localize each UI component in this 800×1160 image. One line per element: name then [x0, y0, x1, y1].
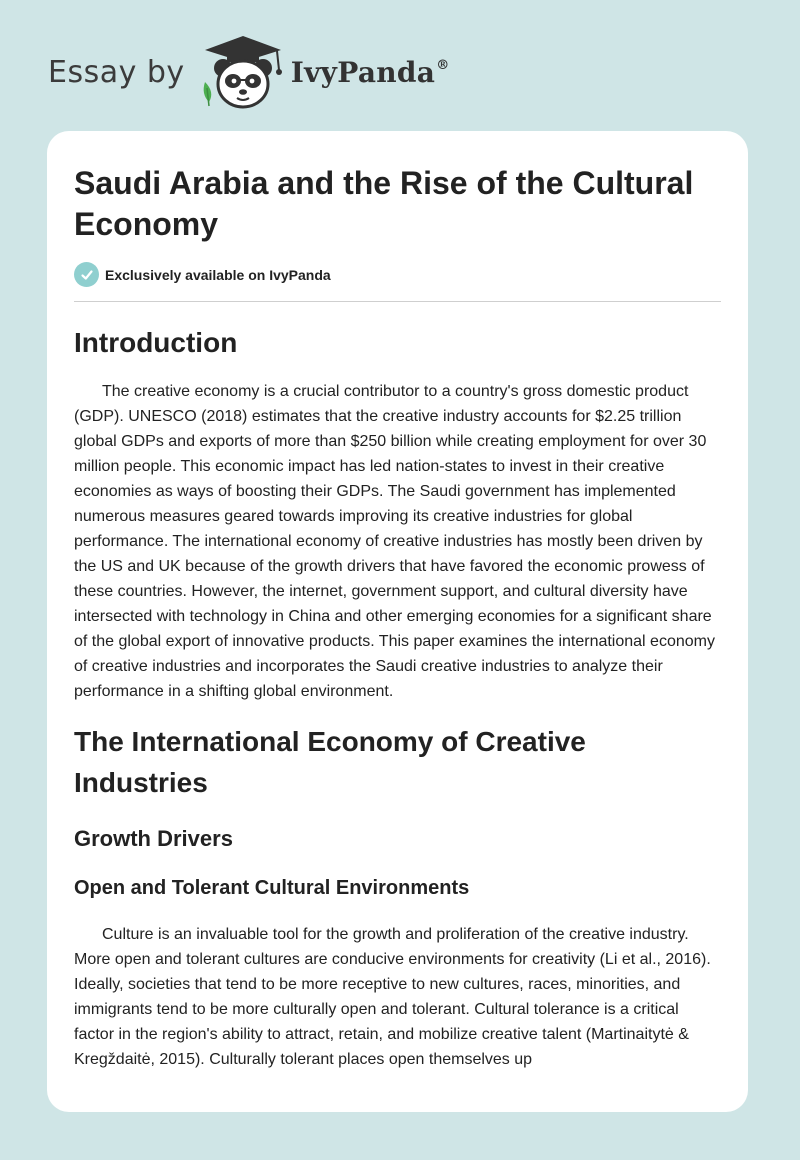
site-header: [48, 32, 450, 112]
brand-name[interactable]: IvyPanda®: [290, 55, 450, 89]
exclusive-badge: [74, 262, 721, 302]
section-heading: The International Economy of Creative Industries: [74, 726, 586, 798]
check-circle-icon: [74, 262, 99, 287]
document-card: [47, 131, 748, 1112]
subsection-heading: Growth Drivers: [74, 826, 233, 851]
introduction-heading: Introduction: [74, 327, 238, 358]
badge-text: Exclusively available on IvyPanda: [105, 266, 331, 283]
introduction-paragraph: The creative economy is a crucial contributor to a country's gross domestic product (GDP). UNESCO (2018) estimates that the creative industry accounts for $2.25 trillion global GDPs and exports of more than $250 billion while creating employment for over 30 million people. This economic impact has led nation-states to invest in their creative economies as ways of boosting their GDPs. The Saudi government has implemented numerous measures geared towards improving its creative industries for global performance. The international economy of creative industries has mostly been driven by the US and UK because of the growth drivers that have favored the economic prowess of these countries. However, the internet, government support, and cultural diversity have intersected with technology in China and other emerging economies for a significant share of the global export of innovative products. This paper examines the international economy of creative industries and incorporates the Saudi creative industries to analyze their performance in a shifting global environment.: [74, 383, 715, 700]
panda-graduate-icon[interactable]: [199, 32, 287, 112]
subsubsection-heading: Open and Tolerant Cultural Environments: [74, 877, 470, 899]
culture-paragraph: Culture is an invaluable tool for the growth and proliferation of the creative industry. More open and tolerant cultures are conducive environments for creativity (Li et al., 2016). Ideally, societies that tend to be more receptive to new cultures, races, minorities, and immigrants tend to be more culturally open and tolerant. Cultural tolerance is a critical factor in the region's ability to attract, retain, and mobilize creative talent (Martinaitytė & Kregždaitė, 2015). Culturally tolerant places open themselves up: [74, 926, 711, 1068]
document-title: Saudi Arabia and the Rise of the Cultural Economy: [74, 165, 694, 242]
essay-by-label: Essay by: [48, 54, 185, 90]
registered-mark: ®: [436, 57, 450, 73]
